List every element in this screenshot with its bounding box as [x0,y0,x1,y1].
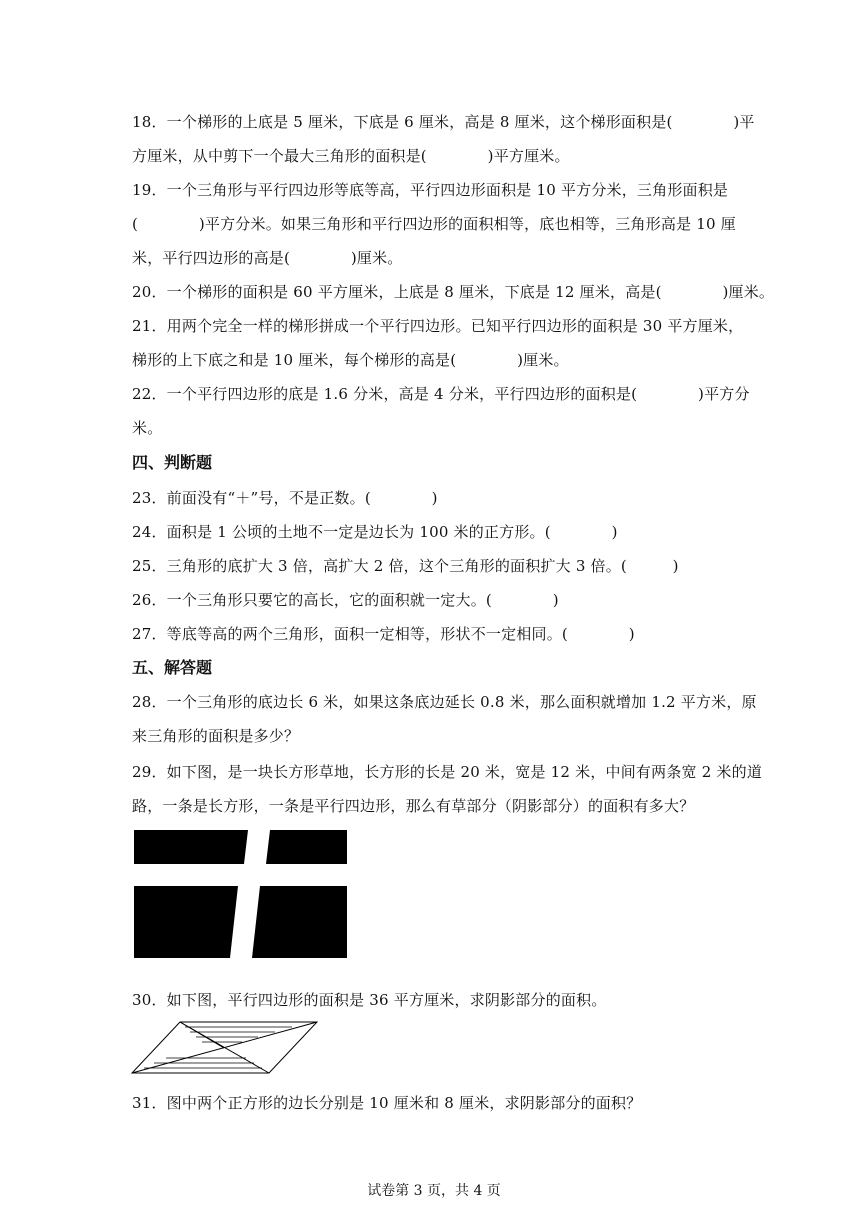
lawn-bottom-left [134,886,238,958]
q31: 31．图中两个正方形的边长分别是 10 厘米和 8 厘米，求阴影部分的面积？ [132,1094,642,1112]
q23: 23．前面没有“＋”号，不是正数。( ) [132,489,438,507]
q22-line1: 22．一个平行四边形的底是 1.6 分米，高是 4 分米，平行四边形的面积是( )平方分 [132,385,750,403]
lawn-top-right [266,830,347,864]
section-heading-solutions: 五、解答题 [132,658,213,677]
q24: 24．面积是 1 公顷的土地不一定是边长为 100 米的正方形。( ) [132,523,618,541]
lawn-roads-figure [134,830,348,960]
q29-line2: 路，一条是长方形，一条是平行四边形，那么有草部分（阴影部分）的面积有多大？ [132,797,695,815]
q21-line2: 梯形的上下底之和是 10 厘米，每个梯形的高是( )厘米。 [132,351,569,369]
q28-line2: 来三角形的面积是多少？ [132,727,300,745]
q19-line3: 米，平行四边形的高是( )厘米。 [132,249,403,267]
q19-line1: 19．一个三角形与平行四边形等底等高，平行四边形面积是 10 平方分米，三角形面积是 [132,181,729,199]
q30: 30．如下图，平行四边形的面积是 36 平方厘米，求阴影部分的面积。 [132,991,607,1009]
diagonal-2 [132,1022,317,1073]
apex-line [180,1022,224,1048]
q20-line1: 20．一个梯形的面积是 60 平方厘米，上底是 8 厘米，下底是 12 厘米，高是( )厘米。 [132,283,775,301]
lawn-top-left [134,830,248,864]
section-heading-judgement: 四、判断题 [132,453,213,472]
parallelogram-figure [130,1018,320,1078]
q29-line1: 29．如下图，是一块长方形草地，长方形的长是 20 米，宽是 12 米，中间有两条宽 2 米的道 [132,763,763,781]
lawn-bottom-right [252,886,347,958]
page-footer: 试卷第 3 页，共 4 页 [367,1183,501,1199]
q26: 26．一个三角形只要它的高长，它的面积就一定大。( ) [132,591,559,609]
q27: 27．等底等高的两个三角形，面积一定相等，形状不一定相同。( ) [132,625,635,643]
q22-line2: 米。 [132,419,163,437]
q18-line2: 方厘米，从中剪下一个最大三角形的面积是( )平方厘米。 [132,147,570,165]
q19-line2: ( )平方分米。如果三角形和平行四边形的面积相等，底也相等，三角形高是 10 厘 [132,215,736,233]
q18-line1: 18．一个梯形的上底是 5 厘米，下底是 6 厘米，高是 8 厘米，这个梯形面积是( )平 [132,113,755,131]
hatching-lines [144,1027,292,1068]
q21-line1: 21．用两个完全一样的梯形拼成一个平行四边形。已知平行四边形的面积是 30 平方厘米， [132,317,744,335]
q25: 25．三角形的底扩大 3 倍，高扩大 2 倍，这个三角形的面积扩大 3 倍。( ) [132,557,679,575]
q28-line1: 28．一个三角形的底边长 6 米，如果这条底边延长 0.8 米，那么面积就增加 1.2 平方米，原 [132,693,757,711]
